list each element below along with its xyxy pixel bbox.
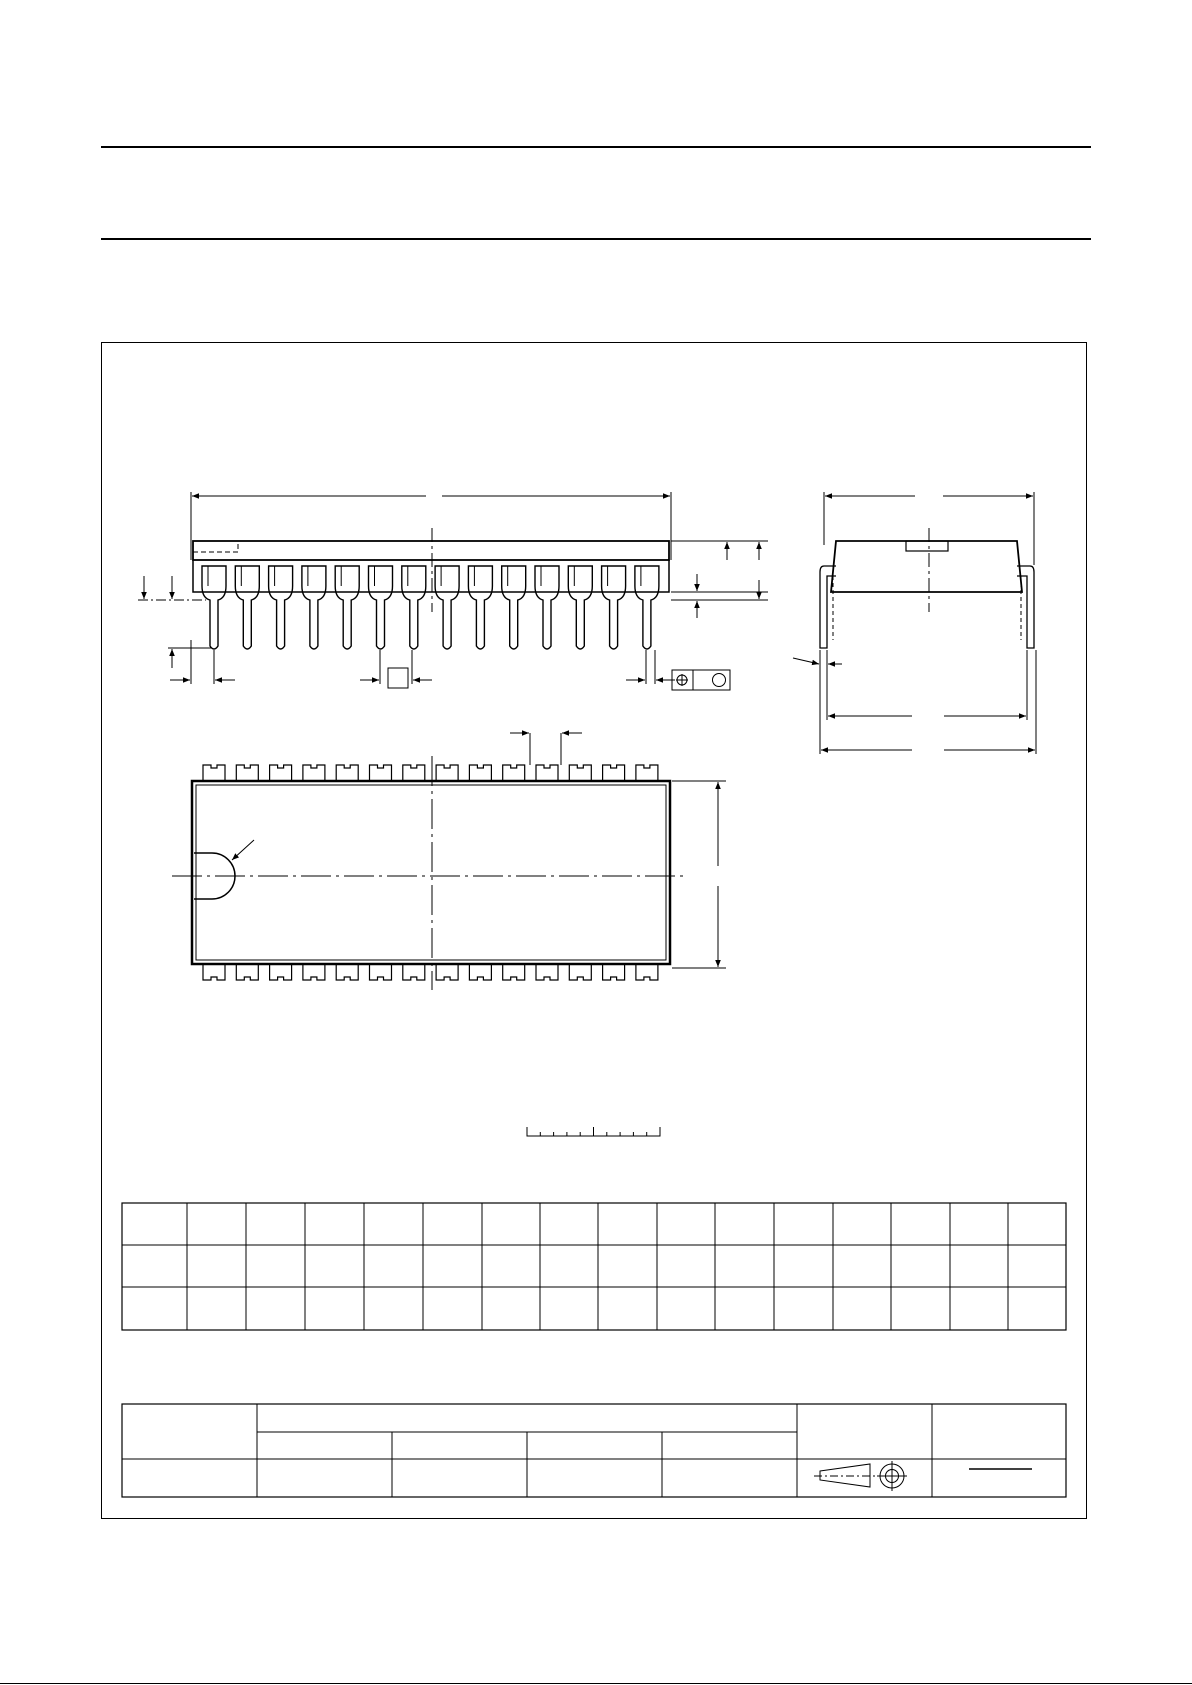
side-view: [138, 492, 768, 690]
pin-top-row: [403, 765, 425, 781]
pin-top-row: [536, 765, 558, 781]
pin-bottom-row: [336, 964, 358, 980]
pin-bottom-row: [503, 964, 525, 980]
top-view-pins: [203, 765, 658, 980]
lead-side: [335, 566, 359, 649]
page-footer-rule: [0, 1683, 1192, 1684]
pin-top-row: [569, 765, 591, 781]
pin-top-row: [336, 765, 358, 781]
dimension-table: [122, 1203, 1066, 1330]
package-body-end: [831, 541, 1022, 592]
end-view: [793, 492, 1036, 754]
package-body-side: [193, 541, 669, 560]
lead-side: [302, 566, 326, 649]
pin-top-row: [236, 765, 258, 781]
pin-bottom-row: [636, 964, 658, 980]
lead-side: [369, 566, 393, 649]
pin-top-row: [603, 765, 625, 781]
scale-bar: [527, 1127, 660, 1136]
pin-bottom-row: [403, 964, 425, 980]
pin-top-row: [270, 765, 292, 781]
pin-bottom-row: [536, 964, 558, 980]
lead-side: [435, 566, 459, 649]
lead-side: [535, 566, 559, 649]
lead-side: [468, 566, 492, 649]
pin-bottom-row: [603, 964, 625, 980]
pin-bottom-row: [303, 964, 325, 980]
lead-side: [235, 566, 259, 649]
pin-bottom-row: [236, 964, 258, 980]
pin-top-row: [636, 765, 658, 781]
pin-top-row: [303, 765, 325, 781]
outline-reference-table: [122, 1404, 1066, 1497]
pin-top-row: [436, 765, 458, 781]
lead-side: [502, 566, 526, 649]
pin-bottom-row: [370, 964, 392, 980]
pin-bottom-row: [436, 964, 458, 980]
lead-side: [202, 566, 226, 649]
datum-box: [388, 668, 408, 688]
pin-top-row: [203, 765, 225, 781]
top-view: [172, 733, 726, 990]
third-angle-projection-icon: [814, 1461, 907, 1491]
lead-side: [269, 566, 293, 649]
pin-bottom-row: [469, 964, 491, 980]
pin-bottom-row: [270, 964, 292, 980]
pin-bottom-row: [569, 964, 591, 980]
pin-top-row: [469, 765, 491, 781]
lead-side: [568, 566, 592, 649]
position-tolerance-frame: [672, 670, 730, 690]
side-view-leads: [202, 566, 659, 649]
lead-side: [602, 566, 626, 649]
pin-top-row: [370, 765, 392, 781]
lead-side: [402, 566, 426, 649]
pin-bottom-row: [203, 964, 225, 980]
pin-top-row: [503, 765, 525, 781]
package-body-top: [192, 781, 670, 964]
lead-side: [635, 566, 659, 649]
